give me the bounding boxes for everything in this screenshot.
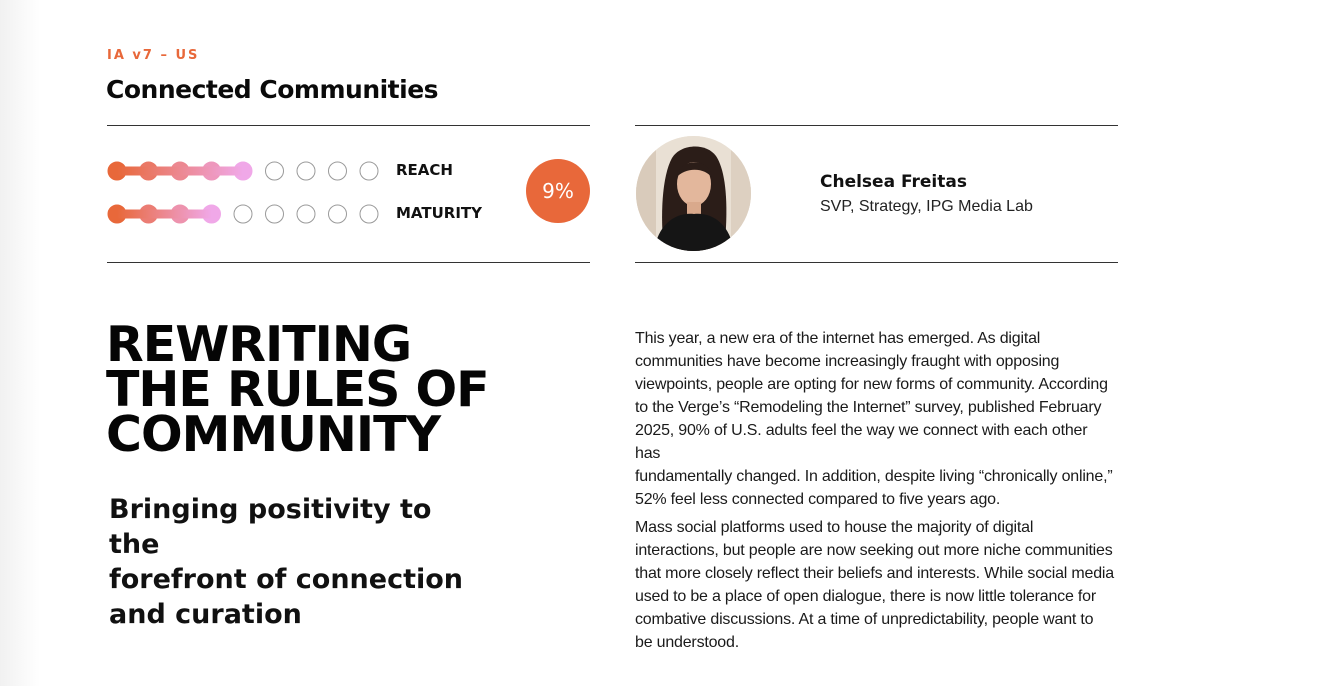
paragraph-line: used to be a place of open dialogue, there is now little tolerance for [635, 588, 1096, 605]
paragraph-line: 2025, 90% of U.S. adults feel the way we connect with each other has [635, 422, 1088, 462]
meter-bead-empty [329, 205, 347, 223]
article-paragraph [635, 516, 1115, 654]
headline-line: THE RULES OF [106, 361, 489, 418]
headline-line: REWRITING [106, 316, 412, 373]
article-headline [106, 316, 526, 463]
paragraph-line: that more closely reflect their beliefs and interests. While social media [635, 565, 1114, 582]
maturity-label: MATURITY [396, 204, 483, 222]
reach-meter [107, 160, 379, 182]
reach-label: REACH [396, 161, 453, 179]
paragraph-line: Mass social platforms used to house the majority of digital [635, 519, 1034, 536]
paragraph-line: This year, a new era of the internet has emerged. As digital [635, 330, 1041, 347]
subhead-line: and curation [109, 599, 302, 630]
bottom-right-divider [635, 262, 1118, 263]
score-value: 9% [542, 179, 574, 203]
meter-graphic [107, 160, 379, 182]
subhead-line: Bringing positivity to the [109, 494, 432, 560]
meter-fill-band [117, 210, 212, 219]
meter-bead-empty [297, 205, 315, 223]
report-kicker: IA v7 – US [107, 48, 200, 63]
paragraph-line: communities have become increasingly fraught with opposing [635, 353, 1060, 370]
subhead-line: forefront of connection [109, 564, 464, 595]
page-edge-shadow [0, 0, 40, 686]
paragraph-line: to the Verge’s “Remodeling the Internet” survey, published February [635, 399, 1102, 416]
paragraph-line: viewpoints, people are opting for new forms of community. According [635, 376, 1108, 393]
paragraph-line: be understood. [635, 634, 739, 651]
meter-bead-empty [360, 205, 378, 223]
paragraph-line: fundamentally changed. In addition, despite living “chronically online,” [635, 468, 1113, 485]
meter-bead-empty [266, 162, 284, 180]
bottom-left-divider [107, 262, 590, 263]
section-title: Connected Communities [106, 75, 439, 104]
score-badge [526, 159, 590, 223]
author-role: SVP, Strategy, IPG Media Lab [820, 198, 1033, 215]
meter-bead-empty [266, 205, 284, 223]
article-paragraph [635, 327, 1115, 511]
meter-fill-band [117, 167, 243, 176]
top-left-divider [107, 125, 590, 126]
paragraph-line: combative discussions. At a time of unpredictability, people want to [635, 611, 1094, 628]
meter-bead-empty [297, 162, 315, 180]
meter-graphic [107, 203, 379, 225]
meter-bead-empty [360, 162, 378, 180]
paragraph-line: 52% feel less connected compared to five years ago. [635, 491, 1001, 508]
paragraph-line: interactions, but people are now seeking out more niche communities [635, 542, 1113, 559]
article-subhead [109, 492, 489, 632]
author-name: Chelsea Freitas [820, 172, 967, 192]
meter-bead-empty [329, 162, 347, 180]
top-right-divider [635, 125, 1118, 126]
author-avatar [636, 136, 751, 251]
meter-bead-empty [234, 205, 252, 223]
portrait-image [636, 136, 751, 251]
headline-line: COMMUNITY [106, 406, 441, 463]
maturity-meter [107, 203, 379, 225]
